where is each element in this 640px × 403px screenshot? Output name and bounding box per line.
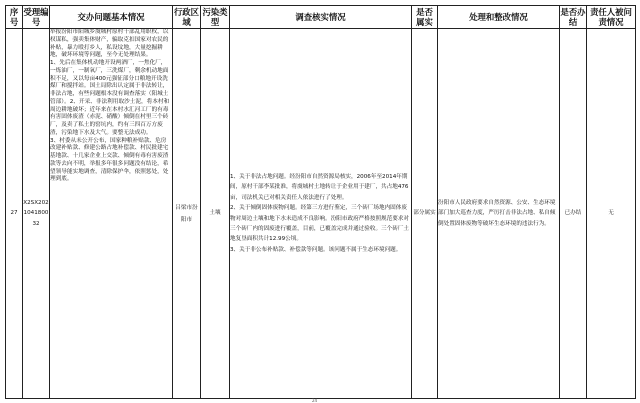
table-row	[6, 29, 636, 399]
check-paragraph-2: 2、关于倾倒固体废物问题。经第三方进行鉴定，三个砖厂场地内固体废物对周边土壤和地下水未造成不良影响。汾阳市政府严格按照规范要求对三个砖厂内的固废进行覆盖，目前，已覆盖完成并通过验收。三个砖厂土地复垦面积共计12.99公顷。	[230, 205, 410, 243]
header-row	[6, 6, 636, 29]
cell-done: 已办结	[560, 29, 587, 399]
content-paragraph-intro: 举报汾阳市阳城乡虞城村原村干部乱用职权，以权谋私，强卖集体财产，骗取克扣国家对农民的补贴，暴力殴打乡人，私设坟地，大量挖掘耕地，破坏环境等问题，至今无处理结果。	[50, 29, 169, 59]
header-id: 受理编号	[23, 6, 49, 27]
header-content: 交办问题基本情况	[50, 6, 173, 29]
cell-content	[50, 29, 173, 399]
cell-pollution: 土壤	[201, 29, 230, 399]
cell-is-true: 部分属实	[412, 29, 438, 399]
check-paragraph-3: 3、关于非公布补贴款、补偿款等问题。该问题不属于生态环境问题。	[230, 246, 402, 253]
header-done: 是否办结	[560, 6, 586, 27]
check-paragraph-1: 1、关于非法占地问题。经汾阳市自然资源局核实，2006年至2014年期间，原村干部李某批准，将虞城村土地转让于企业用于建厂，共占地476亩，司法机关已对相关责任人依法进行了处理。	[230, 173, 409, 201]
header-check: 调查核实情况	[230, 6, 412, 29]
header-region: 行政区域	[173, 6, 200, 27]
header-responsible: 责任人被问责情况	[587, 6, 636, 29]
header-pollution: 污染类型	[202, 6, 228, 27]
content-paragraph-1: 1、先后在集体机动地开设两酒厂，一焦化厂，一炼油厂，一制氧厂，三洗煤厂，剩余机动地面积不足，又以每亩400元强征部分口粮地开设洗煤厂和搅拌站。国土局除出认定属于非法转让，非法占地，有些问题根本没有调查落实（阳城土管部）。2、开采、非法利用取沙土泥，将本村和周边耕地破坏；近年来在本村水汇河工厂的有毒有害固体废渣（赤泥、硝酸）倾倒在村里三个砖厂，及卖了私土的窑坑内，约有三四百万方废渣，污染地下水及大气。要整无法成功。	[50, 60, 170, 136]
cell-seq: 27	[6, 29, 23, 399]
cell-region: 吕梁市汾阳市	[173, 29, 201, 399]
page-number: 24	[312, 398, 318, 403]
cell-check	[230, 29, 412, 399]
header-is-true: 是否属实	[412, 6, 438, 29]
cell-responsible: 无	[587, 29, 636, 399]
content-paragraph-3: 3、村委从未公开公布，国家种粮补贴款、危房改建补贴款、修建公路占地补偿款、村民批建宅基地款、十几家企业上交款、倾倒有毒有害废渣款等去向不明，举报多年很多问题没有结论，希望领导能实地调查，清除保护伞，依照惩处，处理到底。	[50, 137, 169, 183]
complaint-table	[5, 5, 636, 399]
header-seq: 序号	[6, 6, 23, 29]
header-handle: 处理和整改情况	[438, 6, 560, 29]
cell-id: X2SX202104180032	[23, 29, 50, 399]
cell-handle: 汾阳市人民政府要求自然资源、公安、生态环境部门加大巡查力度，严厉打击非法占地、私自倾倒处置固体废物等破坏生态环境的违法行为。	[438, 29, 560, 399]
